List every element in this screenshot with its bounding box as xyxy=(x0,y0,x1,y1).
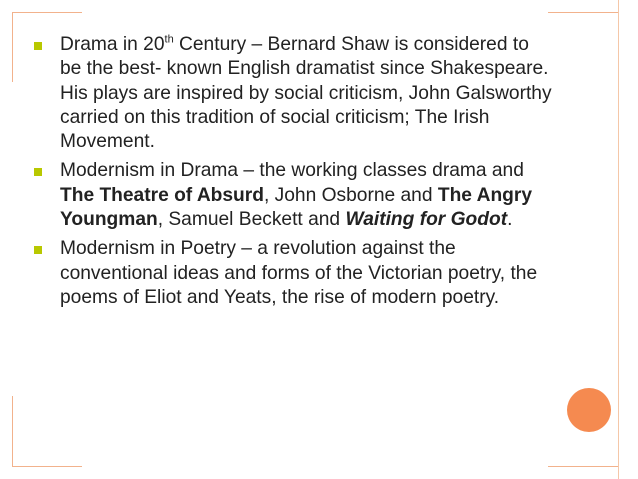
bold-italic-title: Waiting for Godot xyxy=(345,209,508,231)
text-segment: Drama in 20 xyxy=(60,34,165,55)
bullet-item xyxy=(34,33,554,154)
text-segment: Century – Bernard Shaw is considered to be the best- known English dramatist since Shakespeare. His plays are inspired by social criticism, John Galsworthy carried on this tradition of social criticism; The Irish Movement. xyxy=(60,34,552,153)
bullet-text xyxy=(60,160,532,230)
frame-line-bottom-right xyxy=(548,466,618,467)
text-segment: , Samuel Beckett and xyxy=(157,209,346,231)
frame-line-top-left xyxy=(12,12,82,13)
accent-circle xyxy=(567,388,611,432)
bullet-list xyxy=(34,33,554,310)
right-border-line xyxy=(618,0,619,479)
bold-title: The Angry Youngman xyxy=(60,184,533,231)
text-segment: Modernism in Drama – the working classes drama and xyxy=(60,160,524,182)
text-segment: Modernism in Poetry – a revolution against the conventional ideas and forms of the Victorian poetry, the poems of Eliot and Yeats, the rise of modern poetry. xyxy=(60,238,538,308)
superscript: th xyxy=(164,33,174,46)
square-bullet-icon xyxy=(34,246,42,254)
frame-line-top-right xyxy=(548,12,618,13)
square-bullet-icon xyxy=(34,42,42,50)
bullet-item xyxy=(34,159,554,232)
frame-line-left-top xyxy=(12,12,13,82)
bullet-item xyxy=(34,237,554,310)
frame-line-left-bottom xyxy=(12,396,13,466)
bullet-text xyxy=(60,34,552,152)
square-bullet-icon xyxy=(34,168,42,176)
bold-title: The Theatre of Absurd xyxy=(60,184,264,206)
bullet-text xyxy=(60,238,537,308)
text-segment: . xyxy=(507,209,513,231)
text-segment: , John Osborne and xyxy=(263,184,438,206)
frame-line-bottom-left xyxy=(12,466,82,467)
